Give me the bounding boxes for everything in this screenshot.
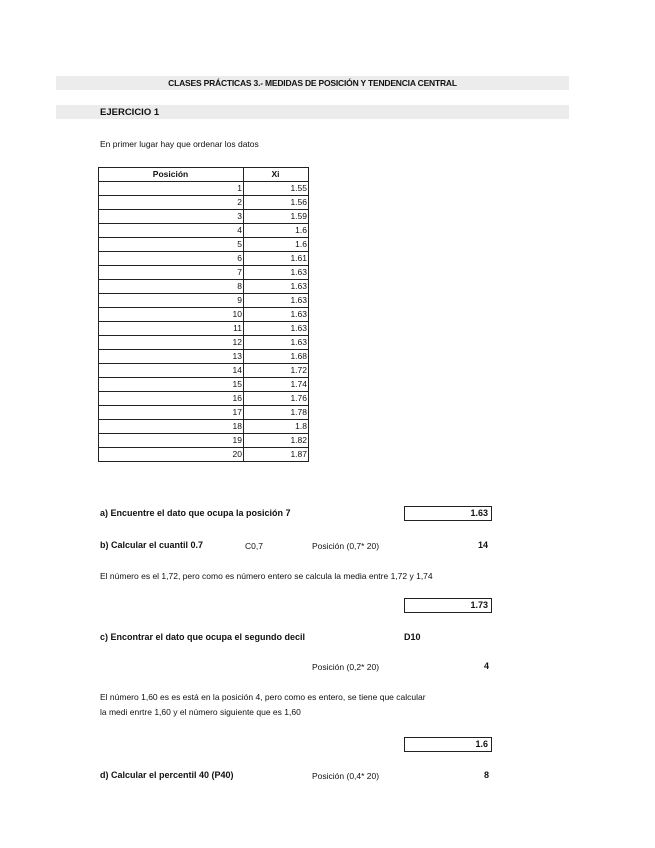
cell-xi: 1.61 [244,252,309,266]
cell-xi: 1.72 [244,364,309,378]
cell-xi: 1.63 [244,266,309,280]
cell-xi: 1.63 [244,322,309,336]
table-row [99,224,309,238]
cell-xi: 1.63 [244,336,309,350]
question-b-explanation: El número es el 1,72, pero como es número entero se calcula la media entre 1,72 y 1,74 [100,571,433,581]
question-b-code: C0,7 [245,541,263,551]
question-c-code: D10 [404,632,421,642]
table-header-row [99,168,309,182]
cell-position: 14 [99,364,244,378]
question-d-label: d) Calcular el percentil 40 (P40) [100,770,234,780]
question-c-position-label: Posición (0,2* 20) [312,662,380,672]
cell-position: 3 [99,210,244,224]
cell-position: 2 [99,196,244,210]
table-row [99,406,309,420]
question-c-position-value: 4 [484,661,490,671]
table-row [99,420,309,434]
cell-position: 1 [99,182,244,196]
question-c-result: 1.6 [404,737,492,752]
cell-position: 20 [99,448,244,462]
question-b-result: 1.73 [404,598,492,613]
cell-position: 15 [99,378,244,392]
table-row [99,364,309,378]
cell-position: 16 [99,392,244,406]
table-row [99,294,309,308]
cell-position: 19 [99,434,244,448]
cell-position: 18 [99,420,244,434]
cell-position: 5 [99,238,244,252]
table-row [99,196,309,210]
cell-xi: 1.68 [244,350,309,364]
table-row [99,350,309,364]
cell-position: 8 [99,280,244,294]
cell-xi: 1.78 [244,406,309,420]
intro-text: En primer lugar hay que ordenar los datos [100,139,259,149]
cell-xi: 1.63 [244,294,309,308]
table-row [99,308,309,322]
cell-xi: 1.6 [244,224,309,238]
cell-position: 4 [99,224,244,238]
cell-xi: 1.76 [244,392,309,406]
cell-position: 9 [99,294,244,308]
table-row [99,448,309,462]
cell-xi: 1.63 [244,280,309,294]
page-title: CLASES PRÁCTICAS 3.- MEDIDAS DE POSICIÓN Y TENDENCIA CENTRAL [168,78,457,88]
cell-position: 11 [99,322,244,336]
table-row [99,434,309,448]
cell-xi: 1.63 [244,308,309,322]
table-row [99,210,309,224]
question-c-explanation-line1: El número 1,60 es es está en la posición 4, pero como es entero, se tiene que calcular [100,692,426,702]
question-a-result: 1.63 [404,506,492,521]
table-row [99,336,309,350]
cell-xi: 1.87 [244,448,309,462]
question-d-position-value: 8 [484,770,490,780]
cell-xi: 1.55 [244,182,309,196]
cell-position: 6 [99,252,244,266]
header-xi: Xi [244,168,309,182]
cell-xi: 1.82 [244,434,309,448]
table-row [99,378,309,392]
cell-xi: 1.59 [244,210,309,224]
table-row [99,238,309,252]
header-position: Posición [99,168,244,182]
cell-position: 12 [99,336,244,350]
table-row [99,392,309,406]
cell-xi: 1.6 [244,238,309,252]
table-row [99,280,309,294]
table-row [99,322,309,336]
table-row [99,252,309,266]
question-b-position-label: Posición (0,7* 20) [312,541,380,551]
cell-position: 17 [99,406,244,420]
cell-position: 7 [99,266,244,280]
question-d-position-label: Posición (0,4* 20) [312,771,380,781]
cell-xi: 1.74 [244,378,309,392]
cell-xi: 1.56 [244,196,309,210]
question-c-label: c) Encontrar el dato que ocupa el segundo decil [100,632,306,642]
table-row [99,266,309,280]
table-row [99,182,309,196]
exercise-heading: EJERCICIO 1 [100,107,160,118]
question-b-position-value: 14 [478,540,489,550]
cell-position: 10 [99,308,244,322]
question-a-label: a) Encuentre el dato que ocupa la posición 7 [100,508,291,518]
cell-position: 13 [99,350,244,364]
question-b-label: b) Calcular el cuantil 0.7 [100,540,204,550]
data-table [98,167,309,462]
cell-xi: 1.8 [244,420,309,434]
question-c-explanation-line2: la medi enrtre 1,60 y el número siguiente que es 1,60 [100,707,301,717]
